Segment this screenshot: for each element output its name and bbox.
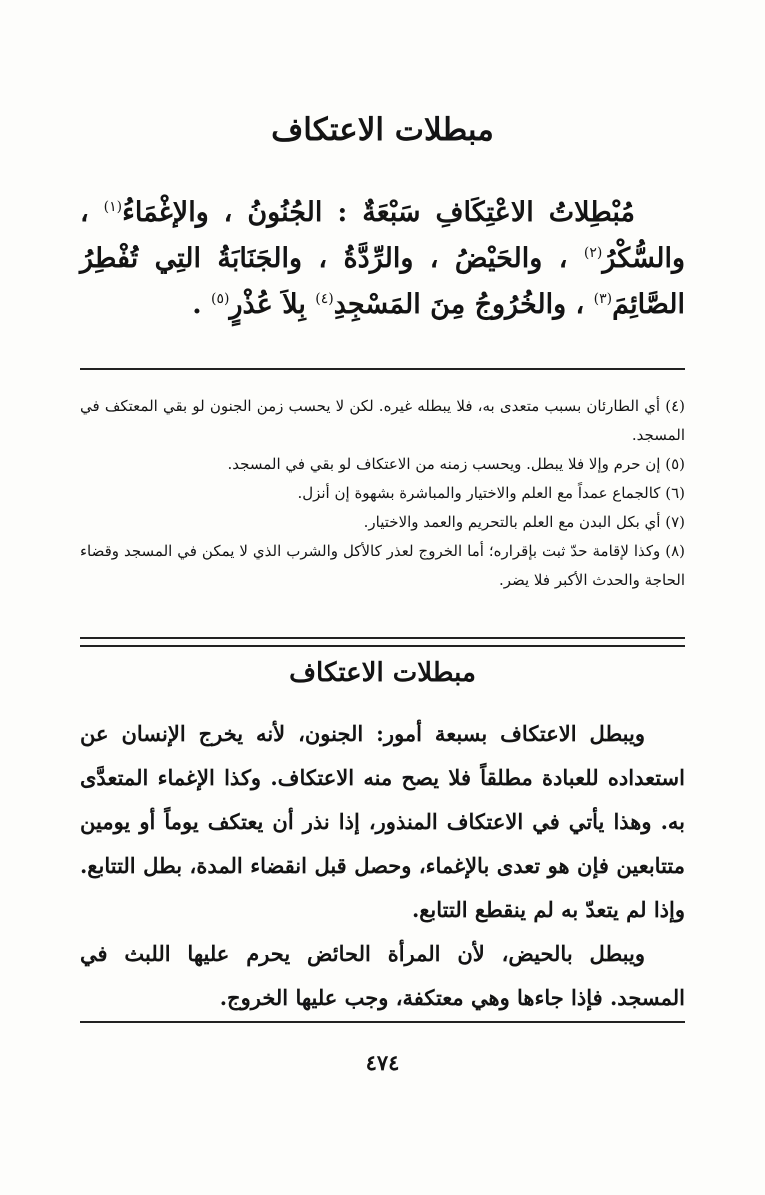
footnote-ref-1: (١) <box>103 199 123 215</box>
footnote-divider <box>80 368 685 370</box>
main-text-line-3b: بِلاَ عُذْرٍ <box>229 289 306 320</box>
main-text-paragraph <box>80 190 685 328</box>
footnote-8: (٨) وكذا لإقامة حدّ ثبت بإقراره؛ أما الخروج لعذر كالأكل والشرب الذي لا يمكن في المسجد وقضاء الحاجة والحدث الأكبر فلا يضر. <box>80 542 685 589</box>
page-footer-divider <box>80 1021 685 1023</box>
commentary-title: مبطلات الاعتكاف <box>289 658 476 688</box>
footnote-4: (٤) أي الطارئان بسبب متعدى به، فلا يبطله غيره. لكن لا يحسب زمن الجنون لو بقي المعتكف في المسجد. <box>80 397 685 444</box>
commentary-text <box>80 712 685 1020</box>
footnote-7: (٧) أي بكل البدن مع العلم بالتحريم والعمد والاختيار. <box>363 513 685 531</box>
main-text-line-3a: ، والخُرُوجُ مِنَ المَسْجِدِ <box>333 289 585 320</box>
footnotes <box>80 392 685 595</box>
chapter-title: مبطلات الاعتكاف <box>271 112 494 148</box>
main-text <box>80 190 685 328</box>
footnote-ref-3: (٣) <box>593 291 613 307</box>
footnote-ref-5: (٥) <box>211 291 230 307</box>
main-text-line-2b: ، والحَيْضُ ، والرِّدَّةُ ، والجَنَابَةُ التِي تُفْطِرُ الصَّائِمَ <box>80 243 685 320</box>
main-text-end: . <box>192 289 202 320</box>
section-divider-bottom <box>80 645 685 647</box>
commentary-paragraph-1: ويبطل الاعتكاف بسبعة أمور: الجنون، لأنه يخرج الإنسان عن استعداده للعبادة مطلقاً فلا يصح منه الاعتكاف. وكذا الإغماء المتعدَّى به. وهذا يأتي في الاعتكاف المنذور، إذا نذر أن يعتكف يوماً أو يومين متتابعين فإن هو تعدى بالإغماء، وحصل قبل انقضاء المدة، بطل التتابع. وإذا لم يتعدّ به لم ينقطع التتابع. <box>80 721 685 922</box>
commentary-paragraph-2: ويبطل بالحيض، لأن المرأة الحائض يحرم عليها اللبث في المسجد. فإذا جاءها وهي معتكفة، وجب عليها الخروج. <box>80 941 685 1010</box>
main-text-line-2a: ، والسُّكْرُ <box>80 197 685 274</box>
footnote-ref-2: (٢) <box>583 245 603 261</box>
main-text-line-1: مُبْطِلاتُ الاعْتِكَافِ سَبْعَةٌ : الجُنُونُ ، والإغْمَاءُ <box>122 197 636 228</box>
footnote-6: (٦) كالجماع عمداً مع العلم والاختيار والمباشرة بشهوة إن أنزل. <box>297 484 685 502</box>
footnote-5: (٥) إن حرم وإلا فلا يبطل. ويحسب زمنه من الاعتكاف لو بقي في المسجد. <box>227 455 685 473</box>
book-page <box>80 0 685 1195</box>
page-number: ٤٧٤ <box>365 1050 400 1075</box>
footnote-ref-4: (٤) <box>315 291 334 307</box>
section-divider-top <box>80 637 685 639</box>
